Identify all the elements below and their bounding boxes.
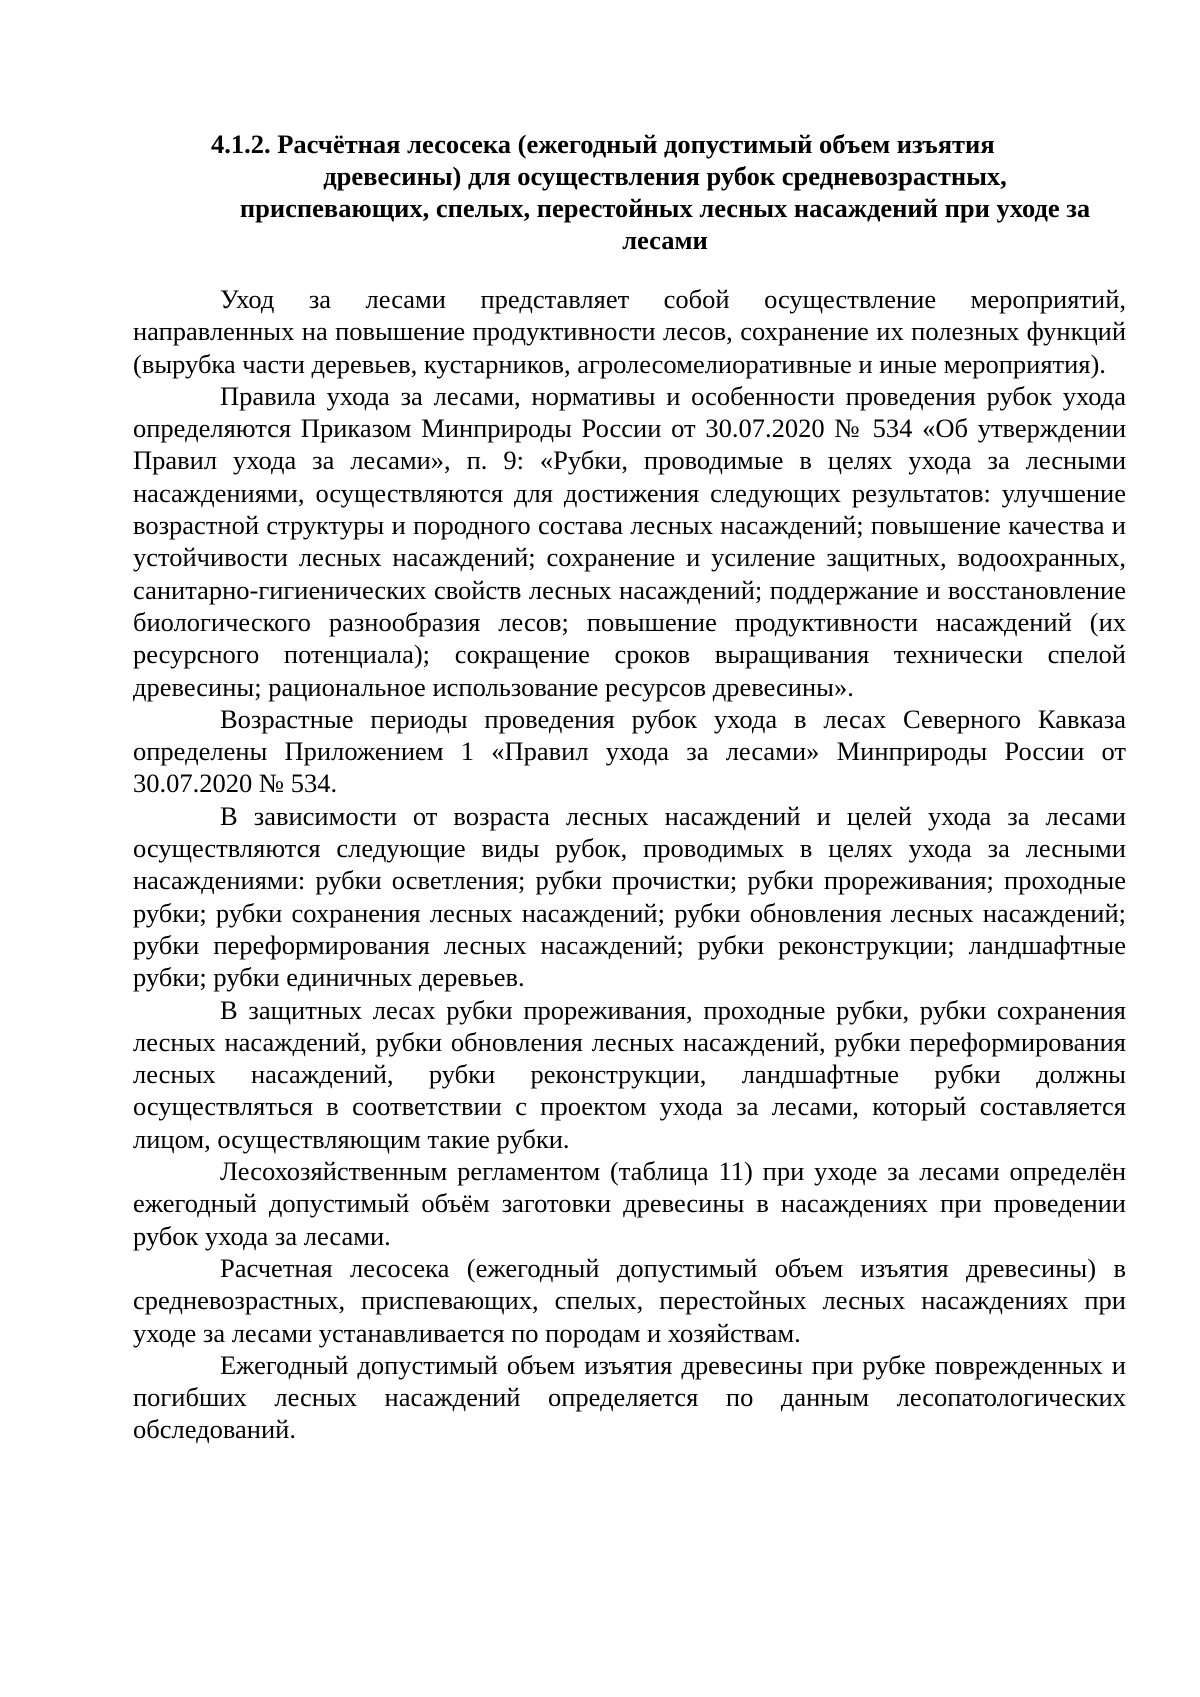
paragraph-age-periods: Возрастные периоды проведения рубок ухода в лесах Северного Кавказа определены Приложением 1 «Правил ухода за лесами» Минприроды России от 30.07.2020 № 534. xyxy=(133,703,1126,799)
section-heading-line: приспевающих, спелых, перестойных лесных насаждений при уходе за xyxy=(239,193,1091,223)
paragraph-damaged-stands: Ежегодный допустимый объем изъятия древесины при рубке поврежденных и погибших лесных насаждений определяется по данным лесопатологических обследований. xyxy=(133,1349,1126,1445)
section-heading-line: 4.1.2. Расчётная лесосека (ежегодный допустимый объем изъятия xyxy=(211,129,995,159)
section-heading-line: древесины) для осуществления рубок средневозрастных, xyxy=(323,161,1007,191)
document-body xyxy=(133,283,1126,1446)
paragraph-protective-forests: В защитных лесах рубки прореживания, проходные рубки, рубки сохранения лесных насаждений, рубки обновления лесных насаждений, рубки переформирования лесных насаждений, рубки реконструкции, ландшафтные рубки должны осуществляться в соответствии с проектом ухода за лесами, который составляется лицом, осуществляющим такие рубки. xyxy=(133,994,1126,1154)
paragraph-care-rules: Правила ухода за лесами, нормативы и особенности проведения рубок ухода определяются Приказом Минприроды России от 30.07.2020 № 534 «Об утверждении Правил ухода за лесами», п. 9: «Рубки, проводимые в целях ухода за лесными насаждениями, осуществляются для достижения следующих результатов: улучшение возрастной структуры и породного состава лесных насаждений; повышение качества и устойчивости лесных насаждений; сохранение и усиление защитных, водоохранных, санитарно-гигиенических свойств лесных насаждений; поддержание и восстановление биологического разнообразия лесов; повышение продуктивности насаждений (их ресурсного потенциала); сокращение сроков выращивания технически спелой древесины; рациональное использование ресурсов древесины». xyxy=(133,380,1126,702)
section-heading xyxy=(200,128,1130,256)
paragraph-allowable-cut: Расчетная лесосека (ежегодный допустимый объем изъятия древесины) в средневозрастных, приспевающих, спелых, перестойных лесных насаждениях при уходе за лесами устанавливается по породам и хозяйствам. xyxy=(133,1252,1126,1348)
paragraph-forest-regulations: Лесохозяйственным регламентом (таблица 11) при уходе за лесами определён ежегодный допустимый объём заготовки древесины в насаждениях при проведении рубок ухода за лесами. xyxy=(133,1156,1126,1251)
section-heading-line: лесами xyxy=(622,225,708,255)
paragraph-forest-care-definition: Уход за лесами представляет собой осуществление мероприятий, направленных на повышение продуктивности лесов, сохранение их полезных функций (вырубка части деревьев, кустарников, агролесомелиоративные и иные мероприятия). xyxy=(133,284,1126,379)
paragraph-felling-types: В зависимости от возраста лесных насаждений и целей ухода за лесами осуществляются следующие виды рубок, проводимых в целях ухода за лесными насаждениями: рубки осветления; рубки прочистки; рубки прореживания; проходные рубки; рубки сохранения лесных насаждений; рубки обновления лесных насаждений; рубки переформирования лесных насаждений; рубки реконструкции; ландшафтные рубки; рубки единичных деревьев. xyxy=(133,800,1126,993)
